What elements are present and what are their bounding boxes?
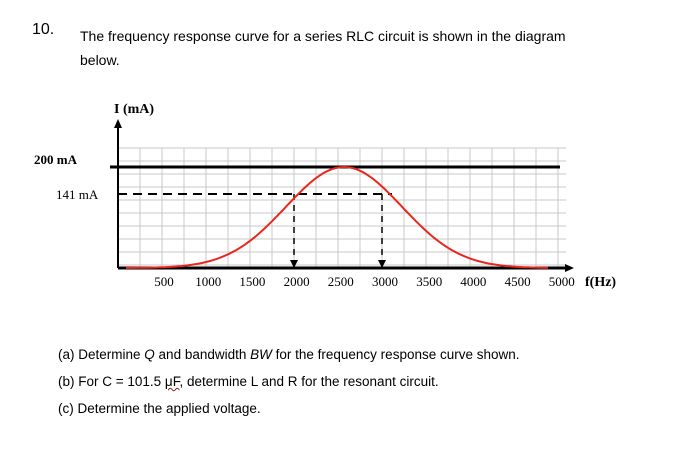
x-tick-label: 3000 [372,274,398,289]
part-c: (c) Determine the applied voltage. [58,401,261,416]
part-b-suffix: , determine L and R for the resonant circuit. [179,374,439,389]
part-b-unit: μF [164,374,180,389]
x-tick-label: 2500 [327,274,354,289]
x-axis-label: f(Hz) [585,275,617,290]
x-tick-label: 4500 [504,274,531,289]
part-b [58,371,520,398]
part-a-q: Q [144,347,155,362]
x-axis-arrow [565,264,574,272]
x-tick-labels [154,274,575,289]
part-a-suffix: for the frequency response curve shown. [271,347,520,362]
x-tick-label: 500 [154,274,174,289]
x-tick-label: 4000 [460,274,487,289]
y-tick-200-label: 200 mA [34,152,77,167]
x-tick-label: 3500 [416,274,443,289]
x-tick-label: 1000 [195,274,222,289]
response-curve [126,167,548,268]
question-parts [58,344,520,425]
x-tick-label: 2000 [283,274,310,289]
y-axis-label: I (mA) [114,102,155,117]
question-text: The frequency response curve for a series RLC circuit is shown in the diagram below. [80,28,566,68]
question-number: 10. [32,21,55,38]
y-tick-141-label: 141 mA [56,187,99,202]
part-b-prefix: (b) For C = 101.5 [58,374,165,389]
part-a-prefix: (a) Determine [58,347,145,362]
y-axis-arrow [114,119,122,128]
part-a [58,344,520,371]
part-a-mid: and bandwidth [154,347,251,362]
x-tick-label: 5000 [548,274,575,289]
part-a-bw: BW [250,347,272,362]
x-tick-label: 1500 [239,274,266,289]
